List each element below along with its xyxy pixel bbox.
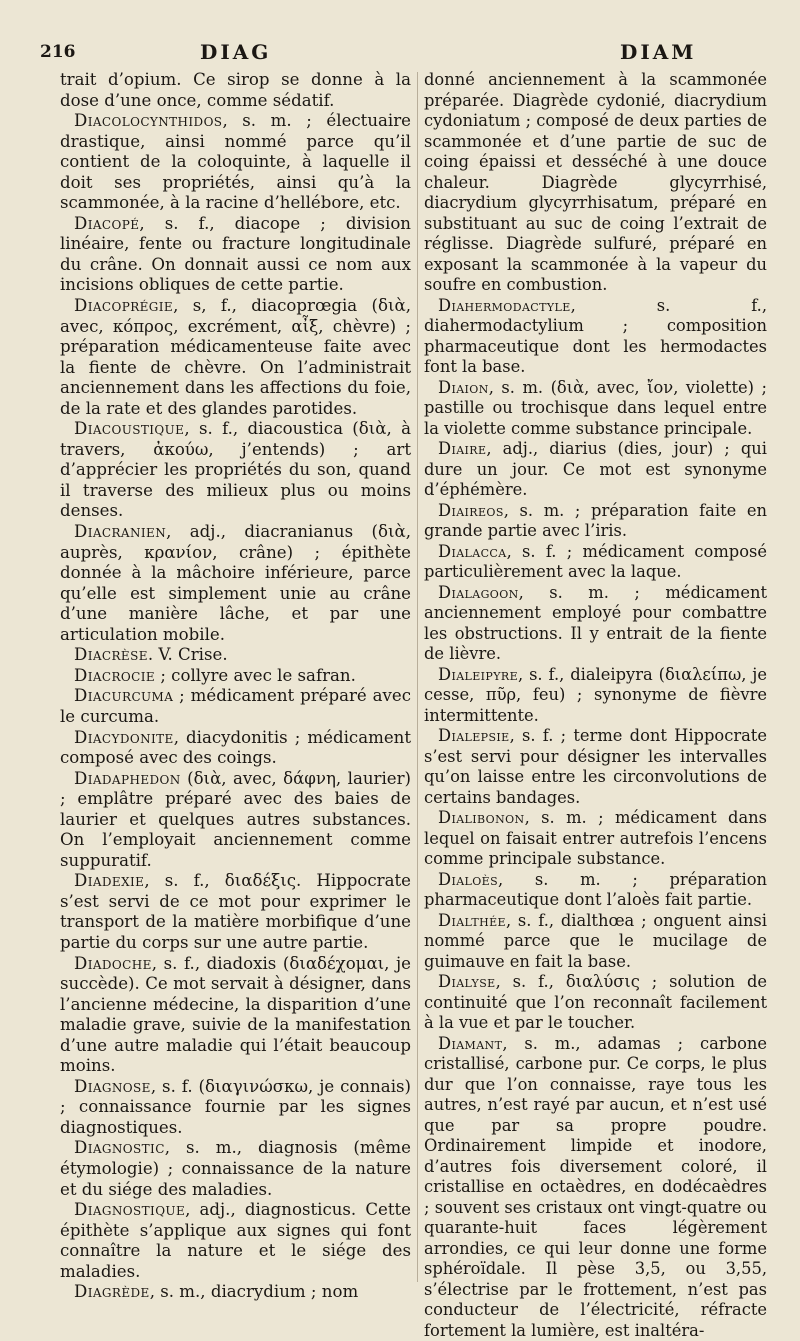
- entry-headword: Dialagoon: [438, 583, 519, 602]
- dictionary-entry: [60, 1138, 411, 1200]
- entry-definition: trait d’opium. Ce sirop se donne à la dose d’une once, comme sédatif.: [60, 70, 411, 110]
- dictionary-entry: [60, 522, 411, 645]
- entry-headword: Diagnose: [74, 1077, 151, 1096]
- entry-definition: , s. m., adamas ; carbone cristallisé, carbone pur. Ce corps, le plus dur que l’on connaisse, raye tous les autres, n’est rayé par aucun, et n’est usé que par sa propre poudre. Ordinairement limpide et inodore, d’autres fois diversement coloré, il cristallise en octaèdres, en dodécaèdres ; souvent ses cristaux ont vingt-quatre ou quarante-huit faces légèrement arrondies, ce qui leur donne une forme sphéroïdale. Il pèse 3,5, ou 3,55, s’électrise par le frottement, n’est pas conducteur de l’électricité, réfracte fortement la lumière, est inaltéra-: [424, 1034, 767, 1340]
- dictionary-entry: [424, 501, 767, 542]
- entry-headword: Diadaphedon: [74, 769, 181, 788]
- entry-definition: donné anciennement à la scammonée préparée. Diagrède cydonié, diacrydium cydoniatum ; composé de deux parties de scammonée et d’une partie de suc de coing épaissi et desséché à une douce chaleur. Diagrède glycyrrhisé, diacrydium glycyrrhisatum, préparé en substituant au suc de coing l’extrait de réglisse. Diagrède sulfuré, préparé en exposant la scammonée à la vapeur du soufre en combustion.: [424, 70, 767, 294]
- header-left-guide-word: DIAG: [200, 40, 271, 64]
- dictionary-entry: [60, 1077, 411, 1139]
- dictionary-entry: [60, 214, 411, 296]
- dictionary-entry: [60, 728, 411, 769]
- dictionary-entry: [60, 871, 411, 953]
- dictionary-entry: [60, 666, 411, 687]
- entry-definition: , s. f., diadoxis (διαδέχομαι, je succède). Ce mot servait à désigner, dans l’ancienne médecine, la disparition d’une maladie grave, suivie de la manifestation d’une autre maladie qui l’était beaucoup moins.: [60, 954, 411, 1076]
- entry-headword: Diacurcuma: [74, 686, 173, 705]
- entry-headword: Dialoès: [438, 870, 498, 889]
- entry-definition: , s. m. ; médicament anciennement employé pour combattre les obstructions. Il y entrait de la fiente de lièvre.: [424, 583, 767, 664]
- entry-definition: , s. m. ; préparation pharmaceutique dont l’aloès fait partie.: [424, 870, 767, 910]
- dictionary-entry: [424, 870, 767, 911]
- left-column: [60, 70, 411, 1303]
- entry-definition: , s. f., dialeipyra (διαλείπω, je cesse, πῦρ, feu) ; synonyme de fièvre intermittente.: [424, 665, 767, 725]
- dictionary-entry: [60, 70, 411, 111]
- dictionary-entry: [424, 296, 767, 378]
- entry-headword: Diagnostique: [74, 1200, 185, 1219]
- dictionary-entry: [424, 665, 767, 727]
- entry-headword: Diagnostic: [74, 1138, 165, 1157]
- entry-headword: Diagrède: [74, 1282, 150, 1301]
- entry-definition: , adj., diacranianus (διὰ, auprès, κρανίον, crâne) ; épithète donnée à la mâchoire inférieure, parce qu’elle est simplement unie au crâne d’une manière lâche, et par une articulation mobile.: [60, 522, 411, 644]
- entry-headword: Dialeipyre: [438, 665, 518, 684]
- entry-headword: Dialepsie: [438, 726, 510, 745]
- dictionary-entry: [424, 808, 767, 870]
- dictionary-entry: [60, 645, 411, 666]
- entry-definition: , diacydonitis ; médicament composé avec des coings.: [60, 728, 411, 768]
- page-number: 216: [40, 42, 76, 62]
- dictionary-entry: [424, 1034, 767, 1341]
- entry-headword: Diacopé: [74, 214, 139, 233]
- dictionary-entry: [424, 911, 767, 973]
- entry-definition: . V. Crise.: [148, 645, 228, 664]
- dictionary-entry: [424, 972, 767, 1034]
- dictionary-entry: [60, 769, 411, 872]
- entry-definition: , s. m., diagnosis (même étymologie) ; connaissance de la nature et du siége des maladies.: [60, 1138, 411, 1198]
- dictionary-entry: [60, 111, 411, 214]
- entry-definition: , s. f. ; médicament composé particulièrement avec la laque.: [424, 542, 767, 582]
- entry-definition: , s. f., diacope ; division linéaire, fente ou fracture longitudinale du crâne. On donnait aussi ce nom aux incisions obliques de cette partie.: [60, 214, 411, 295]
- dictionary-entry: [60, 419, 411, 522]
- dictionary-entry: [60, 296, 411, 419]
- entry-headword: Diahermodactyle: [438, 296, 571, 315]
- entry-headword: Dialacca: [438, 542, 507, 561]
- entry-definition: , s. f. (διαγινώσκω, je connais) ; connaissance fournie par les signes diagnostiques.: [60, 1077, 411, 1137]
- column-divider: [417, 72, 418, 1282]
- entry-definition: , adj., diarius (dies, jour) ; qui dure un jour. Ce mot est synonyme d’éphémère.: [424, 439, 767, 499]
- entry-definition: , s. m., diacrydium ; nom: [150, 1282, 359, 1301]
- running-header: [40, 40, 772, 70]
- dictionary-entry: [424, 583, 767, 665]
- entry-headword: Dialyse: [438, 972, 496, 991]
- entry-definition: ; collyre avec le safran.: [155, 666, 356, 685]
- entry-definition: , s. f., dialthœa ; onguent ainsi nommé parce que le mucilage de guimauve en fait la base.: [424, 911, 767, 971]
- entry-definition: (διὰ, avec, δάφνη, laurier) ; emplâtre préparé avec des baies de laurier et quelques autres substances. On l’employait anciennement comme suppuratif.: [60, 769, 411, 870]
- dictionary-entry: [60, 1200, 411, 1282]
- entry-headword: Diacrocie: [74, 666, 155, 685]
- entry-headword: Diadoche: [74, 954, 152, 973]
- dictionary-entry: [424, 439, 767, 501]
- entry-headword: Dialibonon: [438, 808, 525, 827]
- entry-definition: , s. f., diacoustica (διὰ, à travers, ἀκούω, j’entends) ; art d’apprécier les propriétés du son, quand il traverse des milieux plus ou moins denses.: [60, 419, 411, 520]
- entry-definition: , s. f., διαδέξις. Hippocrate s’est servi de ce mot pour exprimer le transport de la matière morbifique d’une partie du corps sur une autre partie.: [60, 871, 411, 952]
- entry-definition: , s. m. ; préparation faite en grande partie avec l’iris.: [424, 501, 767, 541]
- entry-definition: , s, f., diacoprœgia (διὰ, avec, κόπρος, excrément, αἶξ, chèvre) ; préparation médicamenteuse faite avec la fiente de chèvre. On l’administrait anciennement dans les affections du foie, de la rate et des glandes parotides.: [60, 296, 411, 418]
- entry-definition: , s. f., diahermodactylium ; composition pharmaceutique dont les hermodactes font la base.: [424, 296, 767, 377]
- entry-definition: , s. f., διαλύσις ; solution de continuité que l’on reconnaît facilement à la vue et par le toucher.: [424, 972, 767, 1032]
- header-right-guide-word: DIAM: [620, 40, 696, 64]
- entry-headword: Dialthée: [438, 911, 506, 930]
- entry-definition: ; médicament préparé avec le curcuma.: [60, 686, 411, 726]
- entry-headword: Diacoprégie: [74, 296, 173, 315]
- entry-headword: Diacranien: [74, 522, 166, 541]
- entry-definition: , adj., diagnosticus. Cette épithète s’applique aux signes qui font connaître la nature et le siége des maladies.: [60, 1200, 411, 1281]
- dictionary-entry: [60, 686, 411, 727]
- entry-definition: , s. m. (διὰ, avec, ἴον, violette) ; pastille ou trochisque dans lequel entre la violette comme substance principale.: [424, 378, 767, 438]
- entry-headword: Diacrèse: [74, 645, 148, 664]
- entry-definition: , s. m. ; électuaire drastique, ainsi nommé parce qu’il contient de la coloquinte, à laquelle il doit ses propriétés, ainsi qu’à la scammonée, à la racine d’hellébore, etc.: [60, 111, 411, 212]
- dictionary-entry: [424, 542, 767, 583]
- dictionary-entry: [424, 726, 767, 808]
- entry-headword: Diacolocynthidos: [74, 111, 222, 130]
- entry-definition: , s. m. ; médicament dans lequel on faisait entrer autrefois l’encens comme principale substance.: [424, 808, 767, 868]
- entry-definition: , s. f. ; terme dont Hippocrate s’est servi pour désigner les intervalles qu’on laisse entre les circonvolutions de certains bandages.: [424, 726, 767, 807]
- entry-headword: Diacoustique: [74, 419, 184, 438]
- right-column: [424, 70, 767, 1341]
- entry-headword: Diadexie: [74, 871, 144, 890]
- dictionary-entry: [60, 1282, 411, 1303]
- dictionary-entry: [424, 378, 767, 440]
- entry-headword: Diaireos: [438, 501, 504, 520]
- entry-headword: Diamant: [438, 1034, 502, 1053]
- entry-headword: Diacydonite: [74, 728, 174, 747]
- dictionary-entry: [60, 954, 411, 1077]
- entry-headword: Diaion: [438, 378, 489, 397]
- dictionary-entry: [424, 70, 767, 296]
- entry-headword: Diaire: [438, 439, 486, 458]
